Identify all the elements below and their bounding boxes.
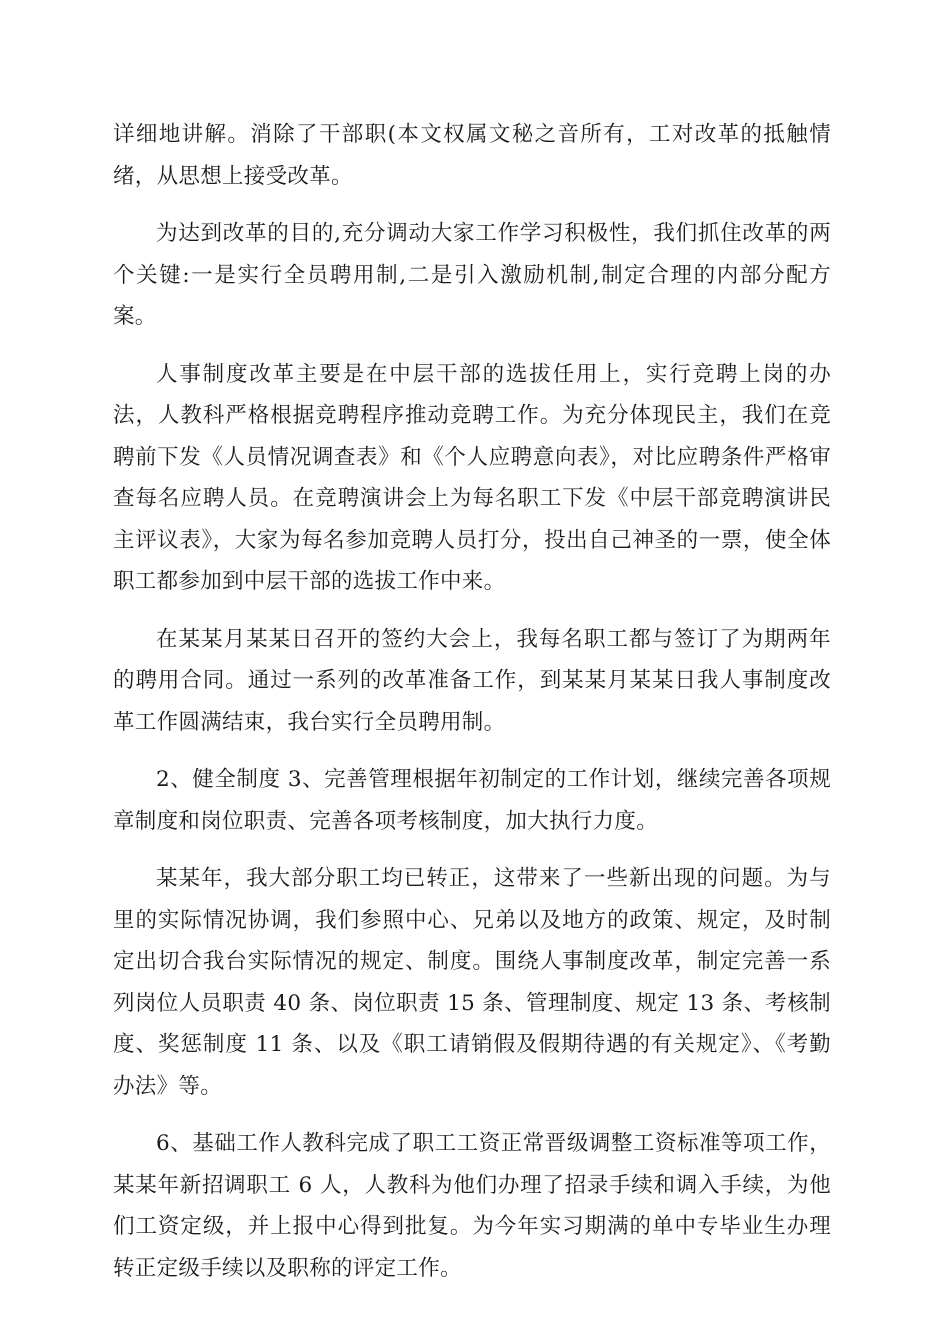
paragraph-6: 某某年，我大部分职工均已转正，这带来了一些新出现的问题。为与里的实际情况协调，我们参照中心、兄弟以及地方的政策、规定，及时制定出切合我台实际情况的规定、制度。围绕人事制度改革，制定完善一系列岗位人员职责 40 条、岗位职责 15 条、管理制度、规定 13 条、考核制度、奖惩制度 11 条、以及《职工请销假及假期待遇的有关规定》、《考勤办法》等。 bbox=[113, 866, 831, 1099]
paragraph-5: 2、健全制度 3、完善管理根据年初制定的工作计划，继续完善各项规章制度和岗位职责、完善各项考核制度，加大执行力度。 bbox=[113, 767, 831, 834]
paragraph-1: 详细地讲解。消除了干部职(本文权属文秘之音所有，工对改革的抵触情绪，从思想上接受改革。 bbox=[113, 122, 831, 189]
paragraph-2: 为达到改革的目的,充分调动大家工作学习积极性，我们抓住改革的两个关键:一是实行全员聘用制,二是引入激励机制,制定合理的内部分配方案。 bbox=[113, 221, 831, 329]
paragraph-7: 6、基础工作人教科完成了职工工资正常晋级调整工资标准等项工作，某某年新招调职工 6 人，人教科为他们办理了招录手续和调入手续，为他们工资定级，并上报中心得到批复。为今年实习期满的单中专毕业生办理转正定级手续以及职称的评定工作。 bbox=[113, 1131, 831, 1281]
paragraph-3: 人事制度改革主要是在中层干部的选拔任用上，实行竞聘上岗的办法，人教科严格根据竞聘程序推动竞聘工作。为充分体现民主，我们在竞聘前下发《人员情况调查表》和《个人应聘意向表》，对比应聘条件严格审查每名应聘人员。在竞聘演讲会上为每名职工下发《中层干部竞聘演讲民主评议表》，大家为每名参加竞聘人员打分，投出自己神圣的一票，使全体职工都参加到中层干部的选拔工作中来。 bbox=[113, 361, 831, 594]
document-page bbox=[113, 114, 831, 1305]
paragraph-4: 在某某月某某日召开的签约大会上，我每名职工都与签订了为期两年的聘用合同。通过一系列的改革准备工作，到某某月某某日我人事制度改革工作圆满结束，我台实行全员聘用制。 bbox=[113, 626, 831, 735]
